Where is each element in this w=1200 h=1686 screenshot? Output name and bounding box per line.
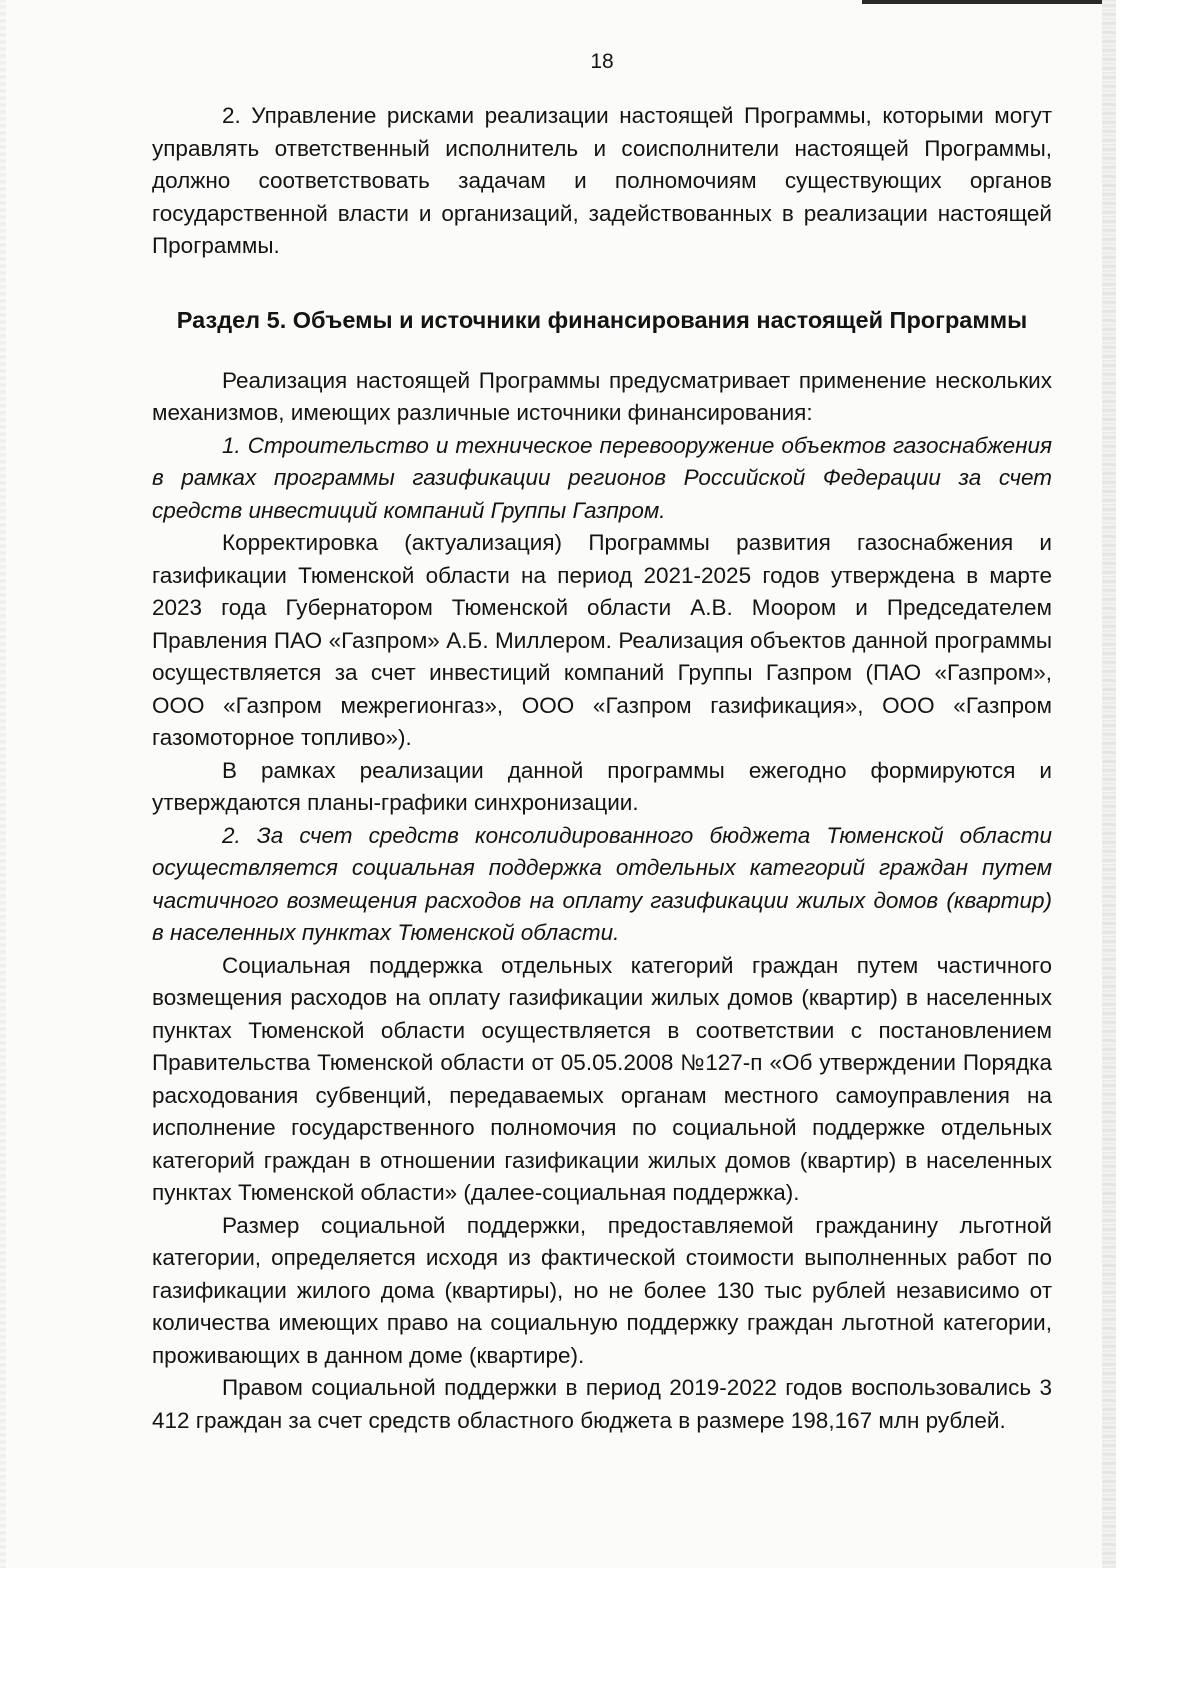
paragraph-results: Правом социальной поддержки в период 2019-2022 годов воспользовались 3 412 граждан за счет средств областного бюджета в размере 198,167 млн рублей. (152, 1375, 1052, 1433)
paragraph-item-2: 2. За счет средств консолидированного бюджета Тюменской области осуществляется социальная поддержка отдельных категорий граждан путем частичного возмещения расходов на оплату газификации жилых домов (квартир) в населенных пунктах Тюменской области. (152, 822, 1052, 945)
paragraph-correction: Корректировка (актуализация) Программы развития газоснабжения и газификации Тюменской области на период 2021-2025 годов утверждена в марте 2023 года Губернатором Тюменской области А.В. Моором и Председателем Правления ПАО «Газпром» А.Б. Миллером. Реализация объектов данной программы осуществляется за счет инвестиций компаний Группы Газпром (ПАО «Газпром», ООО «Газпром межрегионгаз», ООО «Газпром газификация», ООО «Газпром газомоторное топливо»). (152, 530, 1052, 750)
page-number: 18 (590, 50, 614, 73)
paragraph-support-size: Размер социальной поддержки, предоставляемой гражданину льготной категории, определяется исходя из фактической стоимости выполненных работ по газификации жилого дома (квартиры), но не более 130 тыс рублей независимо от количества имеющих право на социальную поддержку граждан льготной категории, проживающих в данном доме (квартире). (152, 1212, 1052, 1368)
paragraph-schedules: В рамках реализации данной программы ежегодно формируются и утверждаются планы-графики синхронизации. (152, 757, 1052, 815)
scan-edge-right (1102, 0, 1116, 1568)
scan-edge-left (0, 0, 6, 1568)
paragraph-social-support: Социальная поддержка отдельных категорий граждан путем частичного возмещения расходов на оплату газификации жилых домов (квартир) в населенных пунктах Тюменской области осуществляется в соответствии с постановлением Правительства Тюменской области от 05.05.2008 №127-п «Об утверждении Порядка расходования субвенций, передаваемых органам местного самоуправления на исполнение государственного полномочия по социальной поддержке отдельных категорий граждан в отношении газификации жилых домов (квартир) в населенных пунктах Тюменской области» (далее-социальная поддержка). (152, 952, 1052, 1205)
document-body (152, 50, 1052, 1437)
section-heading: Раздел 5. Объемы и источники финансирования настоящей Программы (176, 306, 1028, 333)
scan-corner-mark (862, 0, 1102, 4)
paragraph-item-1: 1. Строительство и техническое перевооружение объектов газоснабжения в рамках программы газификации регионов Российской Федерации за счет средств инвестиций компаний Группы Газпром. (152, 432, 1052, 523)
paragraph-risk-management: 2. Управление рисками реализации настоящей Программы, которыми могут управлять ответственный исполнитель и соисполнители настоящей Программы, должно соответствовать задачам и полномочиям существующих органов государственной власти и организаций, задействованных в реализации настоящей Программы. (152, 103, 1052, 258)
paragraph-intro: Реализация настоящей Программы предусматривает применение нескольких механизмов, имеющих различные источники финансирования: (152, 367, 1052, 425)
